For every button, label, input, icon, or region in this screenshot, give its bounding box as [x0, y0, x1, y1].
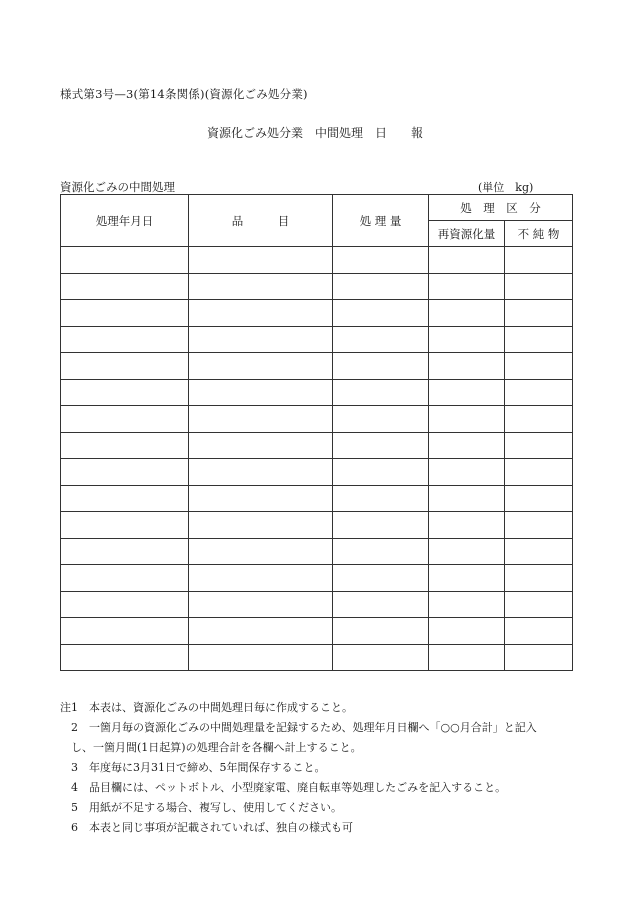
- item-cell[interactable]: [189, 618, 333, 645]
- impurity-cell[interactable]: [505, 300, 573, 327]
- amount-cell[interactable]: [333, 379, 429, 406]
- note-line: 3 年度毎に3月31日で締め、5年間保存すること。: [60, 761, 326, 774]
- impurity-cell[interactable]: [505, 565, 573, 592]
- recycled-cell[interactable]: [429, 432, 505, 459]
- item-cell[interactable]: [189, 644, 333, 671]
- amount-cell[interactable]: [333, 644, 429, 671]
- impurity-cell[interactable]: [505, 379, 573, 406]
- date-cell[interactable]: [61, 591, 189, 618]
- table-row: [61, 565, 573, 592]
- item-cell[interactable]: [189, 432, 333, 459]
- item-cell[interactable]: [189, 485, 333, 512]
- note-line: し、一箇月間(1日起算)の処理合計を各欄へ計上すること。: [60, 741, 362, 754]
- item-cell[interactable]: [189, 326, 333, 353]
- item-cell[interactable]: [189, 591, 333, 618]
- recycled-cell[interactable]: [429, 618, 505, 645]
- table-row: [61, 644, 573, 671]
- recycled-cell[interactable]: [429, 485, 505, 512]
- processing-ledger-table: [60, 194, 573, 671]
- note-line: 2 一箇月毎の資源化ごみの中間処理量を記録するため、処理年月日欄へ「○○月合計」と記入: [60, 721, 537, 734]
- table-row: [61, 485, 573, 512]
- impurity-cell[interactable]: [505, 618, 573, 645]
- recycled-cell[interactable]: [429, 565, 505, 592]
- table-row: [61, 379, 573, 406]
- recycled-cell[interactable]: [429, 406, 505, 433]
- header-category: 処 理 区 分: [429, 195, 573, 221]
- table-body: [61, 247, 573, 671]
- recycled-cell[interactable]: [429, 326, 505, 353]
- date-cell[interactable]: [61, 644, 189, 671]
- impurity-cell[interactable]: [505, 432, 573, 459]
- section-label: 資源化ごみの中間処理: [60, 180, 175, 194]
- amount-cell[interactable]: [333, 538, 429, 565]
- amount-cell[interactable]: [333, 485, 429, 512]
- table-row: [61, 618, 573, 645]
- impurity-cell[interactable]: [505, 644, 573, 671]
- table-row: [61, 512, 573, 539]
- date-cell[interactable]: [61, 406, 189, 433]
- item-cell[interactable]: [189, 247, 333, 274]
- item-cell[interactable]: [189, 300, 333, 327]
- header-date: 処理年月日: [61, 195, 189, 247]
- table-row: [61, 591, 573, 618]
- date-cell[interactable]: [61, 379, 189, 406]
- date-cell[interactable]: [61, 565, 189, 592]
- impurity-cell[interactable]: [505, 326, 573, 353]
- amount-cell[interactable]: [333, 326, 429, 353]
- impurity-cell[interactable]: [505, 459, 573, 486]
- item-cell[interactable]: [189, 353, 333, 380]
- note-line: 注1 本表は、資源化ごみの中間処理日毎に作成すること。: [60, 701, 353, 714]
- recycled-cell[interactable]: [429, 379, 505, 406]
- note-line: 5 用紙が不足する場合、複写し、使用してください。: [60, 801, 342, 814]
- impurity-cell[interactable]: [505, 273, 573, 300]
- date-cell[interactable]: [61, 538, 189, 565]
- unit-label: (単位 kg): [478, 181, 534, 194]
- item-cell[interactable]: [189, 273, 333, 300]
- recycled-cell[interactable]: [429, 591, 505, 618]
- notes-section: [60, 698, 590, 838]
- date-cell[interactable]: [61, 353, 189, 380]
- amount-cell[interactable]: [333, 618, 429, 645]
- document-title: 資源化ごみ処分業 中間処理 日 報: [206, 126, 423, 140]
- impurity-cell[interactable]: [505, 353, 573, 380]
- amount-cell[interactable]: [333, 300, 429, 327]
- table-row: [61, 353, 573, 380]
- table-row: [61, 459, 573, 486]
- table-row: [61, 326, 573, 353]
- header-impurity: 不 純 物: [505, 221, 573, 247]
- form-number: 様式第3号—3(第14条関係)(資源化ごみ処分業): [60, 87, 308, 101]
- note-line: 4 品目欄には、ペットボトル、小型廃家電、廃自転車等処理したごみを記入すること。: [60, 781, 507, 794]
- date-cell[interactable]: [61, 273, 189, 300]
- amount-cell[interactable]: [333, 406, 429, 433]
- recycled-cell[interactable]: [429, 247, 505, 274]
- date-cell[interactable]: [61, 326, 189, 353]
- header-recycled: 再資源化量: [429, 221, 505, 247]
- recycled-cell[interactable]: [429, 300, 505, 327]
- table-row: [61, 406, 573, 433]
- item-cell[interactable]: [189, 538, 333, 565]
- table-row: [61, 273, 573, 300]
- amount-cell[interactable]: [333, 247, 429, 274]
- amount-cell[interactable]: [333, 591, 429, 618]
- note-line: 6 本表と同じ事項が記載されていれば、独自の様式も可: [60, 821, 353, 834]
- impurity-cell[interactable]: [505, 512, 573, 539]
- item-cell[interactable]: [189, 565, 333, 592]
- item-cell[interactable]: [189, 379, 333, 406]
- amount-cell[interactable]: [333, 459, 429, 486]
- table-row: [61, 247, 573, 274]
- amount-cell[interactable]: [333, 565, 429, 592]
- impurity-cell[interactable]: [505, 406, 573, 433]
- recycled-cell[interactable]: [429, 353, 505, 380]
- date-cell[interactable]: [61, 512, 189, 539]
- impurity-cell[interactable]: [505, 591, 573, 618]
- date-cell[interactable]: [61, 485, 189, 512]
- date-cell[interactable]: [61, 247, 189, 274]
- item-cell[interactable]: [189, 406, 333, 433]
- recycled-cell[interactable]: [429, 459, 505, 486]
- amount-cell[interactable]: [333, 353, 429, 380]
- impurity-cell[interactable]: [505, 538, 573, 565]
- date-cell[interactable]: [61, 618, 189, 645]
- table-header: [61, 195, 573, 247]
- recycled-cell[interactable]: [429, 273, 505, 300]
- amount-cell[interactable]: [333, 273, 429, 300]
- amount-cell[interactable]: [333, 432, 429, 459]
- table-row: [61, 538, 573, 565]
- impurity-cell[interactable]: [505, 247, 573, 274]
- header-item: 品 目: [189, 195, 333, 247]
- header-amount: 処 理 量: [333, 195, 429, 247]
- table-row: [61, 300, 573, 327]
- date-cell[interactable]: [61, 300, 189, 327]
- amount-cell[interactable]: [333, 512, 429, 539]
- impurity-cell[interactable]: [505, 485, 573, 512]
- recycled-cell[interactable]: [429, 644, 505, 671]
- item-cell[interactable]: [189, 459, 333, 486]
- table-row: [61, 432, 573, 459]
- recycled-cell[interactable]: [429, 538, 505, 565]
- recycled-cell[interactable]: [429, 512, 505, 539]
- item-cell[interactable]: [189, 512, 333, 539]
- date-cell[interactable]: [61, 432, 189, 459]
- date-cell[interactable]: [61, 459, 189, 486]
